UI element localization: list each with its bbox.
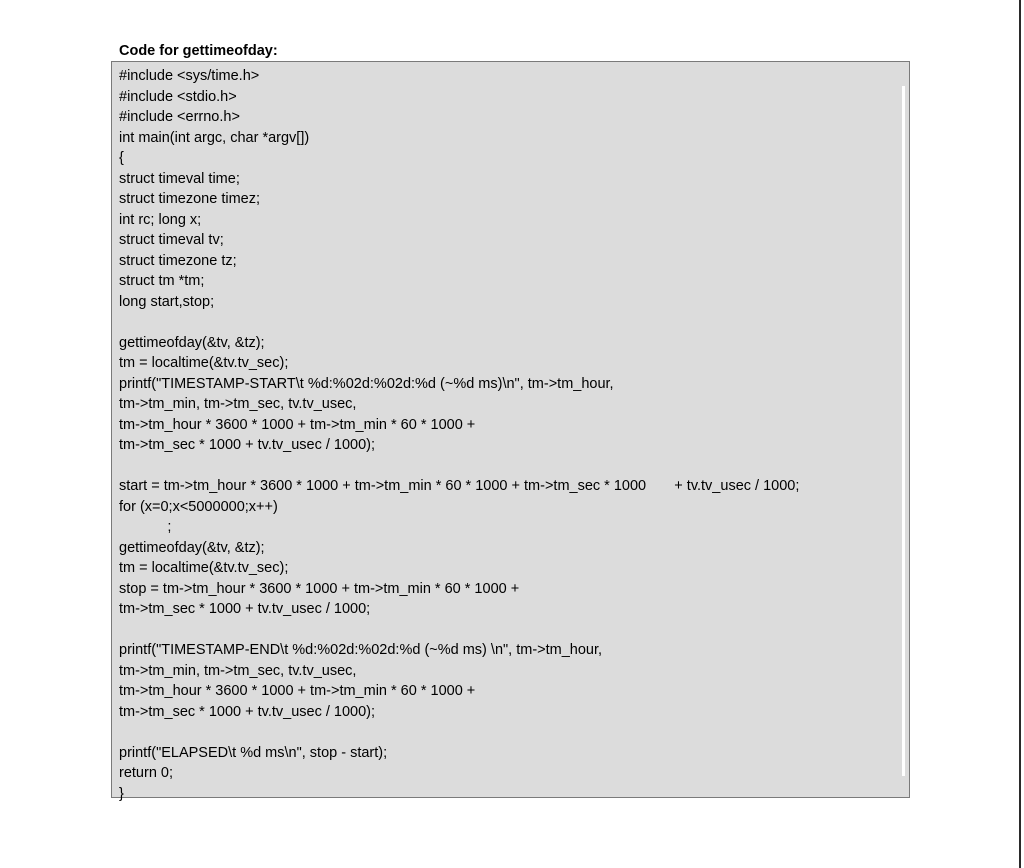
code-line: tm = localtime(&tv.tv_sec); xyxy=(119,355,289,371)
code-line: tm->tm_hour * 3600 * 1000 + tm->tm_min * 60 * 1000 + xyxy=(119,683,476,699)
code-line: tm->tm_min, tm->tm_sec, tv.tv_usec, xyxy=(119,662,357,679)
code-line: int main(int argc, char *argv[]) xyxy=(119,129,310,146)
code-line: #include <sys/time.h> xyxy=(119,68,260,84)
code-line xyxy=(119,312,799,333)
code-line: return 0; xyxy=(119,765,173,781)
code-block xyxy=(111,61,910,802)
code-line: struct timeval tv; xyxy=(119,232,224,248)
code-line: gettimeofday(&tv, &tz); xyxy=(119,539,265,556)
code-line: printf("ELAPSED\t %d ms\n", stop - start); xyxy=(119,744,388,761)
code-line: printf("TIMESTAMP-START\t %d:%02d:%02d:%d (~%d ms)\n", tm->tm_hour, xyxy=(119,375,614,392)
code-line xyxy=(119,456,799,477)
code-line: tm->tm_sec * 1000 + tv.tv_usec / 1000); xyxy=(119,437,376,453)
code-line: struct timezone tz; xyxy=(119,252,237,269)
code-line: #include <errno.h> xyxy=(119,109,240,125)
code-line: tm->tm_sec * 1000 + tv.tv_usec / 1000); xyxy=(119,703,376,720)
code-line: gettimeofday(&tv, &tz); xyxy=(119,334,265,351)
code-line: #include <stdio.h> xyxy=(119,88,237,105)
code-line: } xyxy=(119,785,124,802)
code-line: struct tm *tm; xyxy=(119,273,205,289)
document-title: Code for gettimeofday: xyxy=(119,43,278,59)
code-line: struct timeval time; xyxy=(119,170,240,187)
code-line: printf("TIMESTAMP-END\t %d:%02d:%02d:%d (~%d ms) \n", tm->tm_hour, xyxy=(119,642,603,658)
code-line: start = tm->tm_hour * 3600 * 1000 + tm->tm_min * 60 * 1000 + tm->tm_sec * 1000 + tv.tv_usec / 1000; xyxy=(119,478,800,494)
code-line: tm->tm_min, tm->tm_sec, tv.tv_usec, xyxy=(119,396,357,412)
code-line: tm = localtime(&tv.tv_sec); xyxy=(119,560,289,576)
code-line: struct timezone timez; xyxy=(119,191,261,207)
code-lines xyxy=(119,66,799,804)
code-line: for (x=0;x<5000000;x++) xyxy=(119,498,278,515)
page-edge-divider xyxy=(1019,0,1021,868)
code-line xyxy=(119,722,799,743)
code-block-right-highlight xyxy=(902,86,905,776)
code-line: tm->tm_hour * 3600 * 1000 + tm->tm_min * 60 * 1000 + xyxy=(119,416,476,433)
code-line: int rc; long x; xyxy=(119,211,202,228)
code-line: stop = tm->tm_hour * 3600 * 1000 + tm->tm_min * 60 * 1000 + xyxy=(119,580,520,597)
code-line: long start,stop; xyxy=(119,293,215,310)
code-line: tm->tm_sec * 1000 + tv.tv_usec / 1000; xyxy=(119,601,371,617)
code-line xyxy=(119,620,799,641)
code-line: { xyxy=(119,150,124,166)
code-line: ; xyxy=(119,519,172,535)
